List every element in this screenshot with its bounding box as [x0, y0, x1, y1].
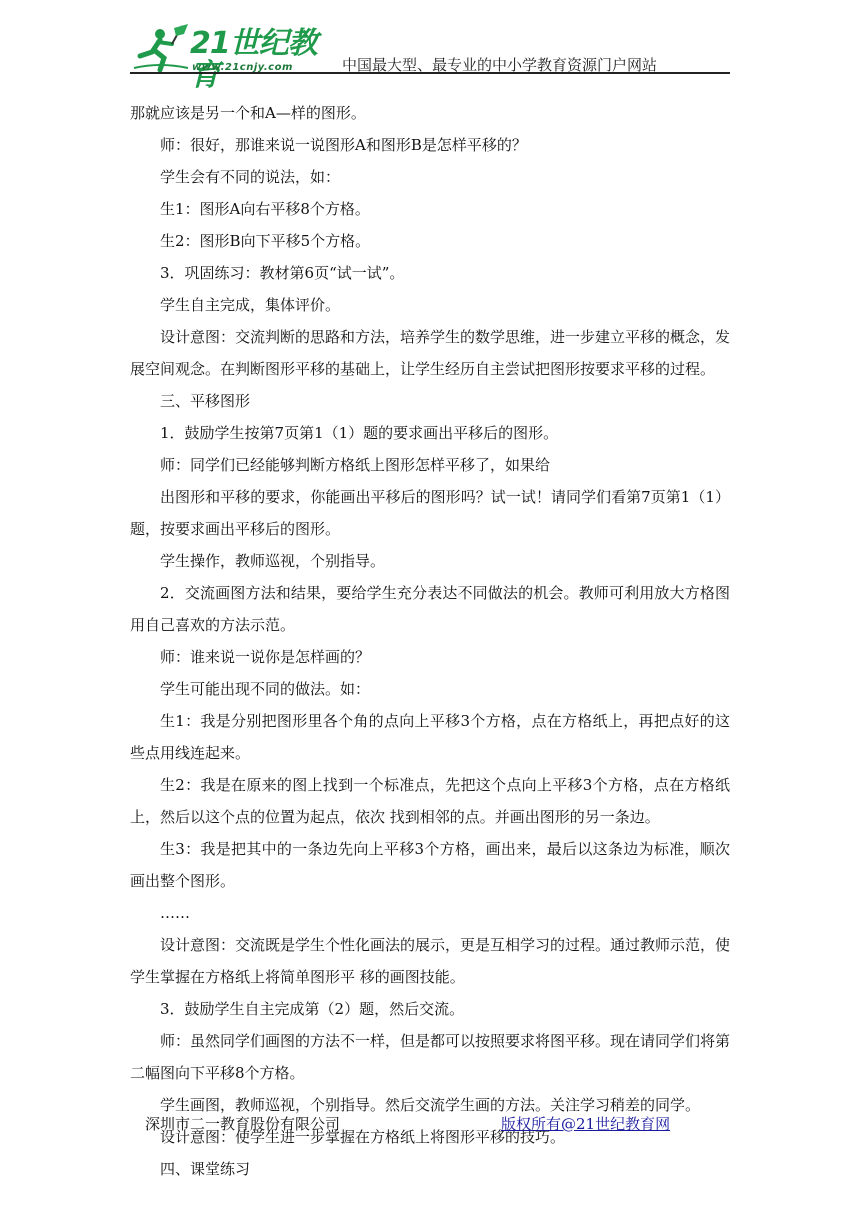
paragraph: 生2：图形B向下平移5个方格。 — [160, 232, 371, 250]
paragraph: 师：很好，那谁来说一说图形A和图形B是怎样平移的？ — [160, 136, 527, 154]
paragraph: 学生画图，教师巡视，个别指导。然后交流学生画的方法。关注学习稍差的同学。 — [160, 1096, 701, 1114]
paragraph: 3．巩固练习：教材第6页“试一试”。 — [160, 264, 405, 282]
header-slogan: 中国最大型、最专业的中小学教育资源门户网站 — [342, 56, 658, 74]
paragraph: 2．交流画图方法和结果，要给学生充分表达不同做法的机会。教师可利用放大方格图用自己喜欢的方法示范。 — [130, 584, 730, 634]
paragraph: 设计意图：交流判断的思路和方法，培养学生的数学思维，进一步建立平移的概念，发展空间观念。在判断图形平移的基础上，让学生经历自主尝试把图形按要求平移的过程。 — [130, 328, 731, 378]
logo-url[interactable]: www.21cnjy.com — [192, 62, 293, 73]
paragraph: 出图形和平移的要求，你能画出平移后的图形吗？试一试！请同学们看第7页第1（1）题，按要求画出平移后的图形。 — [130, 488, 730, 538]
paragraph: 生2：我是在原来的图上找到一个标准点，先把这个点向上平移3个方格，点在方格纸上，然后以这个点的位置为起点，依次 找到相邻的点。并画出图形的另一条边。 — [130, 776, 730, 826]
paragraph: 设计意图：使学生进一步掌握在方格纸上将图形平移的技巧。 — [160, 1128, 566, 1146]
paragraph: 三、平移图形 — [160, 392, 251, 410]
page-header — [130, 22, 730, 93]
paragraph: 1．鼓励学生按第7页第1（1）题的要求画出平移后的图形。 — [160, 424, 559, 442]
logo-text: 21世纪教育 — [190, 26, 317, 93]
footer-company: 深圳市二一教育股份有限公司 — [145, 1115, 341, 1133]
paragraph: 学生可能出现不同的做法。如： — [160, 680, 371, 698]
paragraph: 师：谁来说一说你是怎样画的？ — [160, 648, 371, 666]
paragraph: 生3：我是把其中的一条边先向上平移3个方格，画出来，最后以这条边为标准，顺次画出整个图形。 — [130, 840, 730, 890]
paragraph: 那就应该是另一个和A—样的图形。 — [130, 104, 366, 122]
paragraph: 生1：我是分别把图形里各个角的点向上平移3个方格，点在方格纸上，再把点好的这些点用线连起来。 — [130, 712, 730, 762]
paragraph: 3．鼓励学生自主完成第（2）题，然后交流。 — [160, 1000, 465, 1018]
site-logo[interactable] — [130, 22, 340, 93]
footer-copyright-link[interactable]: 版权所有@21世纪教育网 — [501, 1115, 671, 1133]
paragraph: 学生操作，教师巡视，个别指导。 — [160, 552, 386, 570]
runner-logo-icon — [130, 22, 192, 74]
paragraph: …… — [160, 904, 190, 922]
paragraph: 学生会有不同的说法，如： — [160, 168, 341, 186]
paragraph: 师：虽然同学们画图的方法不一样，但是都可以按照要求将图平移。现在请同学们将第二幅图向下平移8个方格。 — [130, 1032, 731, 1082]
header-divider — [130, 72, 730, 74]
paragraph: 生1：图形A向右平移8个方格。 — [160, 200, 370, 218]
paragraph: 师：同学们已经能够判断方格纸上图形怎样平移了，如果给 — [160, 456, 551, 474]
paragraph: 四、课堂练习 — [160, 1160, 251, 1178]
document-body — [130, 97, 730, 1185]
paragraph: 设计意图：交流既是学生个性化画法的展示，更是互相学习的过程。通过教师示范，使学生掌握在方格纸上将简单图形平 移的画图技能。 — [130, 936, 731, 986]
paragraph: 学生自主完成，集体评价。 — [160, 296, 341, 314]
